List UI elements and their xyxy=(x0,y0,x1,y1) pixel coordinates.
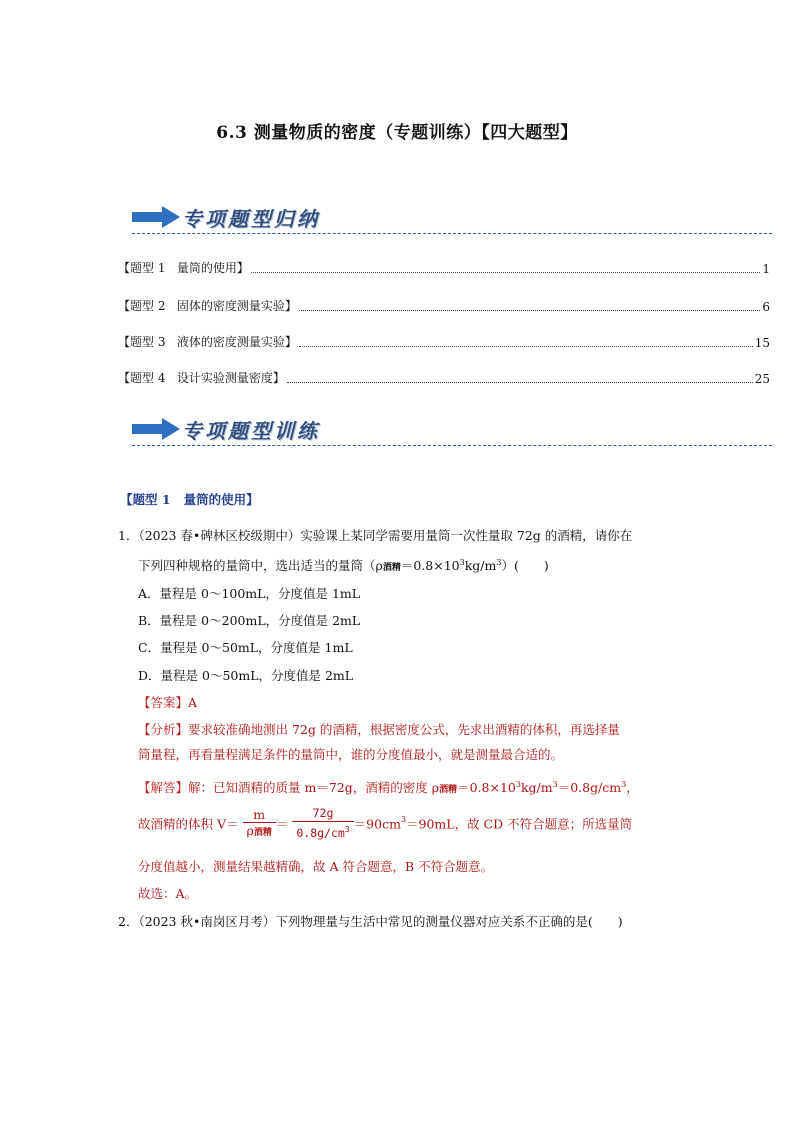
solution-text: ＝0.8×10 xyxy=(457,780,516,795)
solution-text: kg/m xyxy=(520,780,553,795)
solution-text: ， xyxy=(626,780,639,795)
summary-banner xyxy=(132,200,772,234)
toc-item-1[interactable] xyxy=(118,260,770,276)
banner-divider xyxy=(132,233,772,234)
toc-label: 【题型 4 设计实验测量密度】 xyxy=(118,371,285,385)
q1-solution-3: 分度值越小，测量结果越精确，故 A 符合题意，B 不符合题意。 xyxy=(138,859,494,874)
density-value: 0.8g/cm xyxy=(296,826,345,840)
arrow-right-icon xyxy=(132,418,180,440)
q1-text-2: 下列四种规格的量筒中，选出适当的量筒（ρ xyxy=(138,558,383,573)
q1-analysis-1 xyxy=(138,721,620,739)
page-title: 6.3 测量物质的密度（专题训练）【四大题型】 xyxy=(216,123,578,143)
superscript: 3 xyxy=(459,558,465,567)
q1-option-b[interactable]: B．量程是 0～200mL，分度值是 2mL xyxy=(138,613,361,628)
answer-value: A xyxy=(188,695,198,710)
fraction-72-over-density xyxy=(292,806,353,841)
q2-line1 xyxy=(118,913,623,931)
q1-text-1: （2023 春•碑林区校级期中）实验课上某同学需要用量筒一次性量取 72g 的酒精，请你在 xyxy=(138,528,633,543)
analysis-text-1: 要求较准确地测出 72g 的酒精，根据密度公式，先求出酒精的体积，再选择量 xyxy=(188,722,620,737)
q1-text-2c: kg/m xyxy=(464,558,497,573)
summary-banner-text: 专项题型归纳 xyxy=(182,207,320,231)
q1-option-c[interactable]: C．量程是 0～50mL，分度值是 1mL xyxy=(138,640,353,655)
toc-leader xyxy=(287,382,753,383)
solution-text: 故酒精的体积 V＝ xyxy=(138,816,239,832)
fraction-denominator xyxy=(243,823,276,841)
q2-number: 2． xyxy=(118,914,139,929)
q1-choose: 故选：A。 xyxy=(138,886,198,901)
equals-sign: ＝ xyxy=(275,816,289,832)
superscript: 3 xyxy=(621,780,627,789)
training-banner-text: 专项题型训练 xyxy=(182,419,320,443)
toc-item-2[interactable] xyxy=(118,298,770,314)
section-title: 【题型 1 量筒的使用】 xyxy=(120,492,259,507)
rho-symbol: ρ xyxy=(246,822,254,838)
solution-tag: 【解答】 xyxy=(138,780,189,795)
q1-line2 xyxy=(138,554,549,577)
solution-text: ＝0.8g/cm xyxy=(557,780,622,795)
q1-text-2d: ）( ) xyxy=(501,558,549,573)
toc-item-3[interactable] xyxy=(118,334,770,350)
toc-page: 25 xyxy=(754,372,770,386)
toc-item-4[interactable] xyxy=(118,370,770,386)
superscript: 3 xyxy=(400,815,407,824)
answer-tag: 【答案】 xyxy=(138,695,189,710)
superscript: 3 xyxy=(552,780,558,789)
toc-page: 15 xyxy=(754,336,770,350)
q1-solution-1 xyxy=(138,776,639,799)
q1-number: 1． xyxy=(118,528,139,543)
toc-label: 【题型 1 量筒的使用】 xyxy=(118,261,249,275)
toc-leader xyxy=(299,310,760,311)
fraction-numerator: m xyxy=(243,807,276,823)
toc-leader xyxy=(299,346,753,347)
superscript: 3 xyxy=(496,558,502,567)
q1-text-2b: ＝0.8×10 xyxy=(400,558,460,573)
q1-solution-2 xyxy=(138,806,632,841)
superscript: 3 xyxy=(515,780,521,789)
superscript: 3 xyxy=(344,825,350,834)
subscript: 酒精 xyxy=(253,827,272,838)
solution-text: ＝90cm xyxy=(353,816,401,832)
fraction-denominator xyxy=(292,822,353,841)
q1-line1 xyxy=(118,527,632,545)
toc-leader xyxy=(251,272,760,273)
toc-label: 【题型 2 固体的密度测量实验】 xyxy=(118,299,297,313)
q1-analysis-2: 筒量程，再看量程满足条件的量筒中，谁的分度值最小，就是测量最合适的。 xyxy=(138,747,564,762)
subscript: 酒精 xyxy=(439,785,458,795)
toc-page: 6 xyxy=(762,300,770,314)
banner-divider xyxy=(132,445,772,446)
subscript: 酒精 xyxy=(382,563,401,573)
toc-label: 【题型 3 液体的密度测量实验】 xyxy=(118,335,297,349)
solution-text: ＝90mL，故 CD 不符合题意；所选量筒 xyxy=(406,816,633,832)
fraction-numerator: 72g xyxy=(292,806,353,822)
q1-option-a[interactable]: A．量程是 0～100mL，分度值是 1mL xyxy=(138,586,361,601)
solution-text: 解：已知酒精的质量 m＝72g，酒精的密度 ρ xyxy=(188,780,440,795)
toc-page: 1 xyxy=(762,262,770,276)
q2-text: （2023 秋•南岗区月考）下列物理量与生活中常见的测量仪器对应关系不正确的是( ) xyxy=(138,914,623,929)
q1-answer xyxy=(138,694,197,712)
training-banner xyxy=(132,412,772,446)
analysis-tag: 【分析】 xyxy=(138,722,189,737)
q1-option-d[interactable]: D．量程是 0～50mL，分度值是 2mL xyxy=(138,668,354,683)
fraction-m-over-rho xyxy=(243,807,276,841)
arrow-right-icon xyxy=(132,206,180,228)
